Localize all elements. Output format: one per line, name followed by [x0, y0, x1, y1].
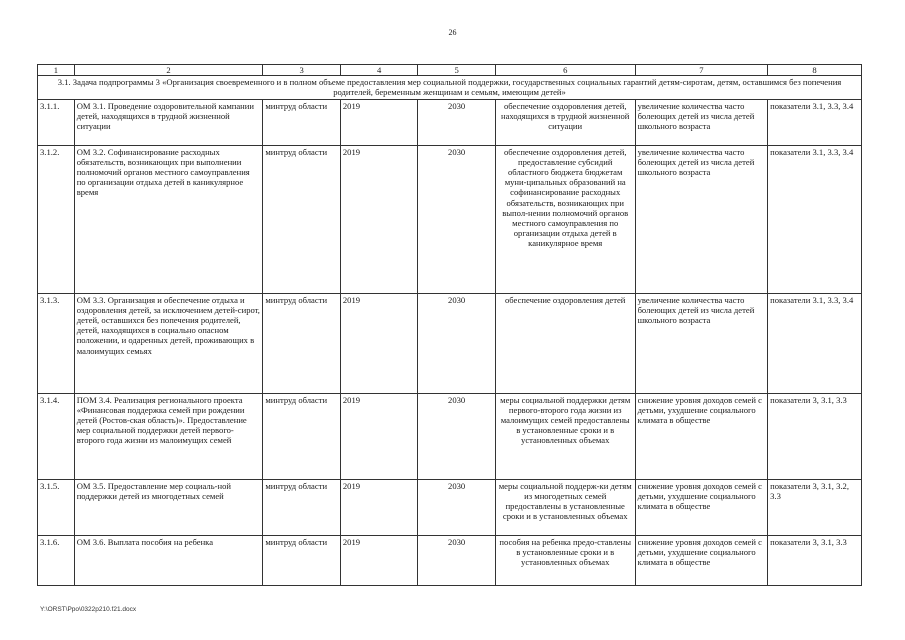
table-row	[38, 99, 862, 145]
end-year: 2030	[418, 145, 496, 293]
end-year: 2030	[418, 479, 496, 535]
column-number: 5	[418, 65, 496, 76]
file-path-footer: Y:\ORST\Ppo\0322p210.f21.docx	[40, 606, 137, 613]
measure-name: ПОМ 3.4. Реализация регионального проекта «Финансовая поддержка семей при рождении детей (Ростов-ская область)». Предоставление мер социальной поддержки детей первого-второго года жизни из малоимущих семей	[74, 393, 263, 479]
end-year: 2030	[418, 393, 496, 479]
consequences-of-non-implementation: увеличение количества часто болеющих детей из числа детей школьного возраста	[635, 293, 768, 393]
table-row	[38, 535, 862, 585]
row-number: 3.1.2.	[38, 145, 75, 293]
start-year: 2019	[340, 479, 418, 535]
start-year: 2019	[340, 99, 418, 145]
column-number: 8	[768, 65, 862, 76]
linked-indicators: показатели 3, 3.1, 3.3	[768, 535, 862, 585]
consequences-of-non-implementation: снижение уровня доходов семей с детьми, ухудшение социального климата в обществе	[635, 393, 768, 479]
measure-name: ОМ 3.5. Предоставление мер социаль-ной поддержки детей из многодетных семей	[74, 479, 263, 535]
end-year: 2030	[418, 293, 496, 393]
section-title: 3.1. Задача подпрограммы 3 «Организация своевременного и в полном объеме предоставления мер социальной поддержки, государственных социальных гарантий детям-сиротам, детям, оставшимся без попечения родителей, беременным женщинам и семьям, имеющим детей»	[38, 76, 862, 99]
table-row	[38, 479, 862, 535]
column-number: 6	[495, 65, 635, 76]
measure-name: ОМ 3.2. Софинансирование расходных обязательств, возникающих при выполнении полномочий органов местного самоуправления по организации отдыха детей в каникулярное время	[74, 145, 263, 293]
executor: минтруд области	[263, 145, 341, 293]
consequences-of-non-implementation: снижение уровня доходов семей с детьми, ухудшение социального климата в обществе	[635, 535, 768, 585]
consequences-of-non-implementation: увеличение количества часто болеющих детей из числа детей школьного возраста	[635, 145, 768, 293]
measure-name: ОМ 3.3. Организация и обеспечение отдыха и оздоровления детей, за исключением детей-сирот, детей, оставшихся без попечения родителей, детей, находящихся в социально опасном положении, и одаренных детей, проживающих в малоимущих семьях	[74, 293, 263, 393]
consequences-of-non-implementation: увеличение количества часто болеющих детей из числа детей школьного возраста	[635, 99, 768, 145]
executor: минтруд области	[263, 535, 341, 585]
start-year: 2019	[340, 145, 418, 293]
consequences-of-non-implementation: снижение уровня доходов семей с детьми, ухудшение социального климата в обществе	[635, 479, 768, 535]
column-number: 1	[38, 65, 75, 76]
row-number: 3.1.1.	[38, 99, 75, 145]
start-year: 2019	[340, 393, 418, 479]
expected-result: пособия на ребенка предо-ставлены в установленные сроки и в установленных объемах	[495, 535, 635, 585]
expected-result: обеспечение оздоровления детей, находящихся в трудной жизненной ситуации	[495, 99, 635, 145]
expected-result: меры социальной поддержки детям первого-второго года жизни из малоимущих семей предоставлены в установленные сроки и в установленных объемах	[495, 393, 635, 479]
executor: минтруд области	[263, 99, 341, 145]
start-year: 2019	[340, 293, 418, 393]
linked-indicators: показатели 3.1, 3.3, 3.4	[768, 293, 862, 393]
section-row	[38, 76, 862, 99]
linked-indicators: показатели 3.1, 3.3, 3.4	[768, 145, 862, 293]
column-number: 3	[263, 65, 341, 76]
column-number: 7	[635, 65, 768, 76]
measure-name: ОМ 3.6. Выплата пособия на ребенка	[74, 535, 263, 585]
linked-indicators: показатели 3, 3.1, 3.2, 3.3	[768, 479, 862, 535]
column-number-row	[38, 65, 862, 76]
row-number: 3.1.5.	[38, 479, 75, 535]
executor: минтруд области	[263, 293, 341, 393]
table-row	[38, 393, 862, 479]
expected-result: меры социальной поддерж-ки детям из многодетных семей предоставлены в установленные сроки и в установленных объемах	[495, 479, 635, 535]
page-number: 26	[448, 28, 457, 37]
row-number: 3.1.4.	[38, 393, 75, 479]
program-measures-table	[37, 64, 862, 586]
end-year: 2030	[418, 99, 496, 145]
end-year: 2030	[418, 535, 496, 585]
table-row	[38, 293, 862, 393]
column-number: 4	[340, 65, 418, 76]
expected-result: обеспечение оздоровления детей	[495, 293, 635, 393]
executor: минтруд области	[263, 479, 341, 535]
column-number: 2	[74, 65, 263, 76]
row-number: 3.1.6.	[38, 535, 75, 585]
executor: минтруд области	[263, 393, 341, 479]
start-year: 2019	[340, 535, 418, 585]
linked-indicators: показатели 3.1, 3.3, 3.4	[768, 99, 862, 145]
row-number: 3.1.3.	[38, 293, 75, 393]
expected-result: обеспечение оздоровления детей, предоставление субсидий областного бюджета бюджетам муни-ципальных образований на софинансирование расходных обязательств, возникающих при выпол-нении полномочий органов местного самоуправления по организации отдыха детей в каникулярное время	[495, 145, 635, 293]
measure-name: ОМ 3.1. Проведение оздоровительной кампании детей, находящихся в трудной жизненной ситуации	[74, 99, 263, 145]
table-row	[38, 145, 862, 293]
linked-indicators: показатели 3, 3.1, 3.3	[768, 393, 862, 479]
